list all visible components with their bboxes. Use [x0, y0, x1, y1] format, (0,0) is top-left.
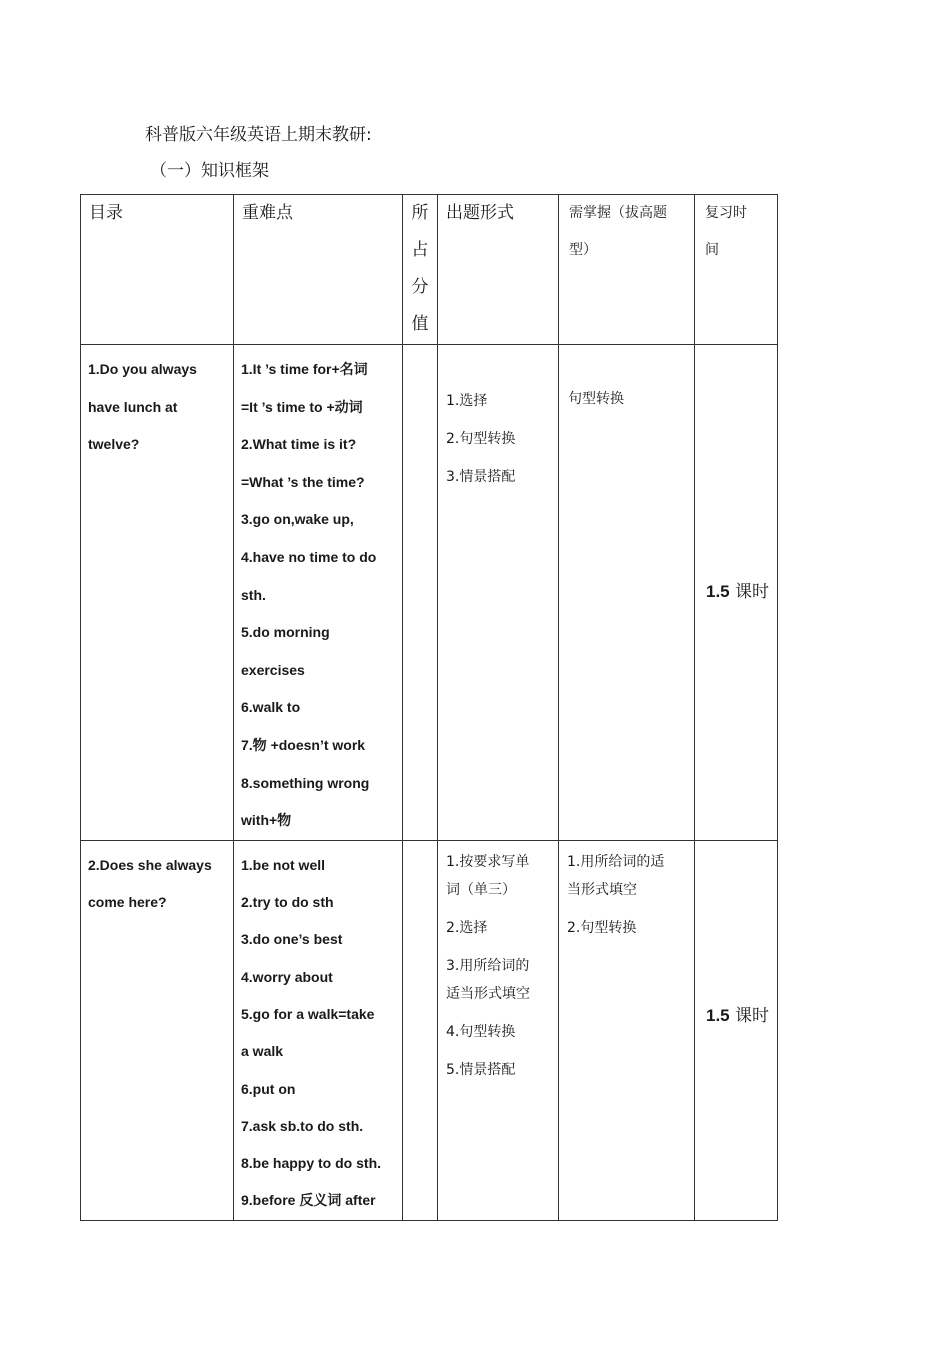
mastery-cell — [559, 345, 695, 841]
point-line: 1.It ’s time for+名词 — [241, 361, 368, 377]
point-line: =It ’s time to +动词 — [241, 398, 363, 415]
mastery-line: 1.用所给词的适 — [567, 853, 665, 870]
mastery-line: 2.句型转换 — [567, 919, 637, 936]
format-line: 3.情景搭配 — [446, 469, 516, 485]
header-cell-suozhan — [403, 195, 438, 345]
review-hours-unit: 课时 — [735, 1005, 770, 1026]
unit-line: come here? — [88, 894, 167, 911]
unit-cell — [81, 345, 234, 841]
header-cell-mulu: 目录 — [81, 195, 234, 345]
header-suozhan-char: 所 — [411, 203, 429, 223]
point-line: sth. — [241, 586, 266, 603]
point-line: 5.do morning — [241, 624, 330, 641]
review-time-cell — [695, 345, 778, 841]
header-cell-chuti: 出题形式 — [438, 195, 559, 345]
header-suozhan-char: 占 — [411, 240, 429, 260]
score-cell — [403, 345, 438, 841]
point-line: 9.before 反义词 after — [241, 1192, 376, 1209]
knowledge-framework-table — [80, 194, 778, 1221]
mastery-line: 当形式填空 — [567, 881, 637, 898]
point-line: 8.something wrong — [241, 774, 370, 791]
format-line: 2.选择 — [446, 919, 488, 936]
header-suozhan-char: 值 — [411, 314, 429, 334]
point-line: with+物 — [241, 812, 292, 829]
point-line: 4.have no time to do — [241, 548, 377, 565]
format-line: 4.句型转换 — [446, 1023, 516, 1040]
point-line: 2.try to do sth — [241, 894, 334, 911]
unit-line: 1.Do you always — [88, 361, 197, 377]
point-line: 1.be not well — [241, 856, 326, 873]
header-zhangwo-line: 型） — [569, 242, 597, 258]
header-cell-fuxi — [695, 195, 778, 345]
point-line: 6.walk to — [241, 699, 301, 716]
point-line: 7.物 +doesn’t work — [241, 736, 366, 753]
format-line: 1.选择 — [446, 393, 488, 409]
mastery-line: 句型转换 — [568, 391, 624, 407]
format-line: 3.用所给词的 — [446, 957, 530, 974]
page-heading: 科普版六年级英语上期末教研: — [145, 125, 372, 145]
point-line: 6.put on — [241, 1080, 296, 1097]
header-fuxi-line: 复习时 — [705, 205, 747, 221]
format-line: 2.句型转换 — [446, 431, 516, 447]
point-line: 2.What time is it? — [241, 436, 357, 453]
point-line: 4.worry about — [241, 968, 333, 985]
unit-line: have lunch at — [88, 398, 178, 415]
header-cell-zhangwo — [559, 195, 695, 345]
header-suozhan-char: 分 — [411, 277, 429, 297]
table-row — [81, 345, 778, 841]
table-row — [81, 840, 778, 1220]
key-points-cell — [234, 840, 403, 1220]
format-line: 1.按要求写单 — [446, 853, 530, 870]
question-format-cell — [438, 345, 559, 841]
format-line: 适当形式填空 — [446, 985, 530, 1002]
score-cell — [403, 840, 438, 1220]
format-line: 词（单三） — [446, 881, 516, 898]
header-row — [81, 195, 778, 345]
point-line: 3.do one’s best — [241, 931, 343, 948]
point-line: exercises — [241, 661, 305, 678]
point-line: 3.go on,wake up, — [241, 511, 354, 528]
section-title: （一）知识框架 — [150, 161, 269, 181]
unit-line: twelve? — [88, 436, 140, 453]
review-hours-value: 1.5 — [706, 1005, 730, 1025]
question-format-cell — [438, 840, 559, 1220]
point-line: a walk — [241, 1043, 284, 1060]
point-line: 5.go for a walk=take — [241, 1005, 375, 1022]
header-zhangwo-line: 需掌握（拔高题 — [569, 205, 667, 221]
review-hours-value: 1.5 — [706, 582, 730, 601]
unit-line: 2.Does she always — [88, 856, 212, 873]
point-line: =What ’s the time? — [241, 473, 365, 490]
mastery-cell — [559, 840, 695, 1220]
format-line: 5.情景搭配 — [446, 1061, 516, 1078]
review-hours-unit: 课时 — [735, 582, 770, 602]
header-cell-zhongnandian: 重难点 — [234, 195, 403, 345]
review-time-cell — [695, 840, 778, 1220]
unit-cell — [81, 840, 234, 1220]
header-fuxi-line: 间 — [705, 242, 719, 258]
point-line: 7.ask sb.to do sth. — [241, 1117, 364, 1134]
key-points-cell — [234, 345, 403, 841]
point-line: 8.be happy to do sth. — [241, 1155, 382, 1172]
